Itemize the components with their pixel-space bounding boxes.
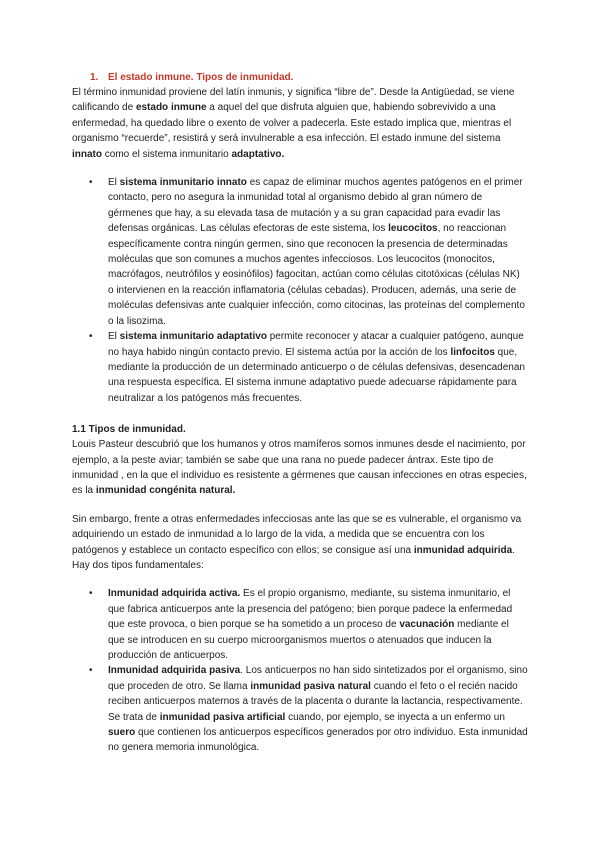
bold-run: inmunidad pasiva artificial [159, 711, 286, 723]
immune-systems-list [72, 175, 528, 406]
bold-run: inmunidad pasiva natural [250, 680, 371, 692]
bold-run: suero [108, 727, 136, 739]
acquired-immunity-list [72, 586, 528, 755]
acquired-immunity-paragraph [72, 512, 528, 574]
bullet-icon: • [89, 588, 93, 600]
text-run: cuando, por ejemplo, se inyecta a un enfermo un [285, 711, 505, 723]
text-run: Sin embargo, frente a otras enfermedades infecciosas ante las que se es vulnerable, el organismo va adquiriendo un estado de inmunidad a lo largo de la vida, a medida que se encuentra con los patógenos y establece un contacto específico con ellos; se consigue así una [72, 513, 522, 556]
bold-run: inmunidad congénita natural. [95, 485, 236, 497]
bold-run: vacunación [399, 619, 455, 631]
bold-run: sistema inmunitario innato [119, 177, 247, 189]
subsection-title: 1.1 Tipos de inmunidad. [72, 424, 186, 436]
list-item-text [108, 177, 525, 327]
intro-paragraph [72, 85, 528, 162]
list-item-active [72, 586, 528, 663]
text-run: Louis Pasteur descubrió que los humanos y otros mamíferos somos inmunes desde el nacimiento, por ejemplo, a la peste aviar; también se sabe que una rana no puede padecer ántrax. Este tipo de inmunidad , en la que el individuo es resistente a gérmenes que causan infecciones en otras especies, es la [72, 439, 527, 497]
bold-run: Inmunidad adquirida pasiva [108, 665, 241, 677]
bullet-icon: • [89, 177, 93, 189]
list-item-text [108, 665, 528, 753]
text-run: Es el propio organismo, mediante, su sistema inmunitario, el que fabrica anticuerpos ante la presencia del patógeno; bien porque padece la enfermedad que este provoca, o bien porque se ha sometido a un proceso de [108, 588, 513, 631]
list-item-innate [72, 175, 528, 329]
text-run: El [108, 177, 120, 189]
text-run: como el sistema inmunitario [102, 148, 232, 160]
bold-run: sistema inmunitario adaptativo [119, 331, 267, 343]
section-number: 1. [90, 72, 99, 83]
bold-run: Inmunidad adquirida activa. [108, 588, 241, 600]
list-item-text [108, 588, 512, 661]
bold-run: adaptativo. [231, 148, 285, 160]
text-run: que contienen los anticuerpos específicos generados por otro individuo. Esta inmunidad no genera memoria inmunológica. [108, 727, 528, 754]
text-run: que, mediante la producción de un determinado anticuerpo o de células defensivas, desencadenan una respuesta específica. El sistema inmune adaptativo puede adecuarse rápidamente para neutralizar a los patógenos más frecuentes. [108, 346, 525, 404]
bullet-icon: • [89, 331, 93, 343]
bold-run: innato [72, 148, 102, 160]
list-item-passive [72, 663, 528, 755]
text-run: , no reaccionan específicamente contra ningún germen, sino que reconocen la presencia de determinadas moléculas que son comunes a muchos agentes infecciosos. Los leucocitos (monocitos, macrófagos, neutrófilos y eosinófilos) fagocitan, actúan como células citotóxicas (células NK) o intervienen en la reacción inflamatoria (células cebadas). Producen, además, una serie de moléculas defensivas ante cualquier infección, como citocinas, las proteínas del complemento o la lisozima. [108, 223, 525, 327]
text-run: El [108, 331, 120, 343]
text-run: . Hay dos tipos fundamentales: [72, 544, 516, 571]
text-run: mediante el que se introducen en su cuerpo microorganismos muertos o atenuados que inducen la producción de anticuerpos. [108, 619, 509, 661]
bold-run: estado inmune [135, 102, 207, 114]
list-item-adaptive [72, 329, 528, 406]
section-heading [90, 70, 528, 85]
bold-run: linfocitos [450, 346, 495, 358]
bullet-icon: • [89, 665, 93, 677]
text-run: permite reconocer y atacar a cualquier patógeno, aunque no haya habido ningún contacto previo. El sistema actúa por la acción de los [108, 331, 524, 358]
text-run: es capaz de eliminar muchos agentes patógenos en el primer contacto, pero no asegura la inmunidad total al organismo debido al gran número de gérmenes que hay, a su elevada tasa de mutación y a su gran capacidad para evadir las defensas orgánicas. Las células efectoras de este sistema, los [108, 177, 523, 235]
bold-run: leucocitos [388, 223, 438, 235]
text-run: El término inmunidad proviene del latín inmunis, y significa “libre de”. Desde la Antigüedad, se viene calificando de [72, 87, 515, 114]
bold-run: inmunidad adquirida [413, 544, 513, 556]
text-run: cuando el feto o el recién nacido reciben anticuerpos maternos a través de la placenta o durante la lactancia, respectivamente. Se trata de [108, 680, 523, 723]
pasteur-paragraph [72, 437, 528, 499]
text-run: . Los anticuerpos no han sido sintetizados por el organismo, sino que proceden de otro. Se llama [108, 665, 528, 692]
list-item-text [108, 331, 525, 404]
text-run: a aquel del que disfruta alguien que, habiendo sobrevivido a una enfermedad, ha quedado libre o exento de volver a padecerla. Este estado implica que, mientras el organismo “recuerde”, resistirá y será invulnerable a esa infección. El estado inmune del sistema [72, 102, 512, 145]
section-title: El estado inmune. Tipos de inmunidad. [108, 72, 294, 83]
